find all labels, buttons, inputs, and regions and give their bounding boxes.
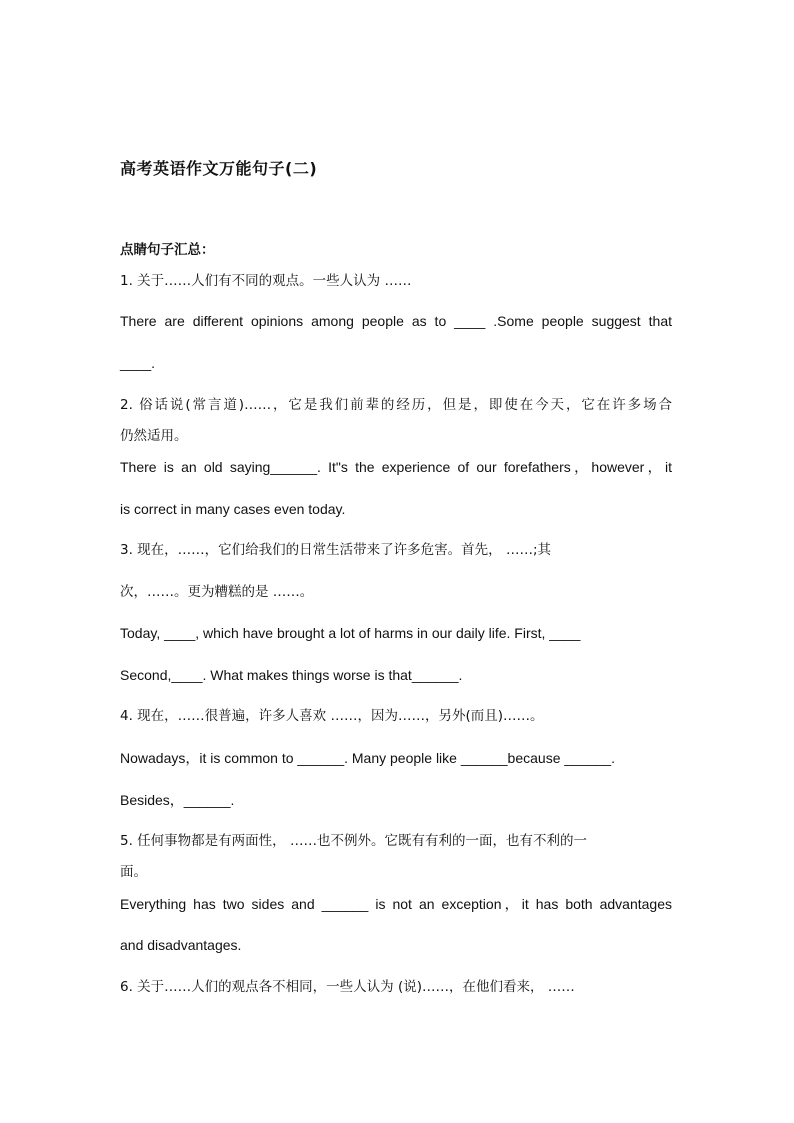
sentence-3-english-cont: Second,____. What makes things worse is that______.	[120, 667, 463, 683]
sentence-5-chinese-cont: 面。	[120, 864, 147, 880]
sentence-4-chinese: 4. 现在，……很普遍，许多人喜欢 ……，因为……，另外(而且)……。	[120, 708, 544, 724]
sentence-3-chinese-cont: 次，……。更为糟糕的是 ……。	[120, 584, 314, 600]
sentence-4-english-cont: Besides，______.	[120, 792, 235, 808]
sentence-2-chinese: 2. 俗话说(常言道)……，它是我们前辈的经历，但是，即使在今天，它在许多场合	[120, 397, 672, 413]
sentence-3-english: Today, ____, which have brought a lot of harms in our daily life. First, ____	[120, 625, 581, 641]
sentence-1-chinese: 1. 关于……人们有不同的观点。一些人认为 ……	[120, 273, 412, 289]
sentence-5-english: Everything has two sides and ______ is not an exception，it has both advantages	[120, 896, 672, 912]
sentence-5-chinese: 5. 任何事物都是有两面性， ……也不例外。它既有有利的一面，也有不利的一	[120, 833, 587, 849]
sentence-3-chinese: 3. 现在，……，它们给我们的日常生活带来了许多危害。首先， ……;其	[120, 542, 552, 558]
sentence-6-chinese: 6. 关于……人们的观点各不相同，一些人认为 (说)……，在他们看来， ……	[120, 979, 575, 995]
section-heading: 点睛句子汇总：	[120, 242, 215, 258]
sentence-1-english-cont: ____.	[120, 355, 156, 371]
page-title: 高考英语作文万能句子(二)	[120, 159, 318, 178]
sentence-2-english: There is an old saying______. It"s the experience of our forefathers，however，it	[120, 459, 672, 475]
sentence-2-english-cont: is correct in many cases even today.	[120, 501, 346, 517]
sentence-2-chinese-cont: 仍然适用。	[120, 428, 188, 444]
sentence-1-english: There are different opinions among people as to ____ .Some people suggest that	[120, 313, 672, 329]
sentence-4-english: Nowadays，it is common to ______. Many people like ______because ______.	[120, 750, 615, 766]
sentence-5-english-cont: and disadvantages.	[120, 937, 242, 953]
